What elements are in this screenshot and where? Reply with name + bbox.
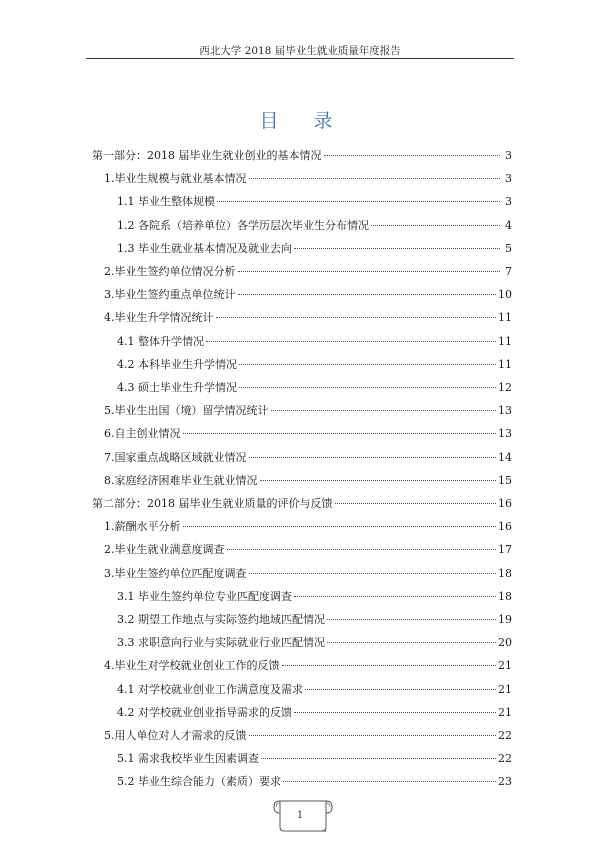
- toc-entry[interactable]: [117, 773, 512, 791]
- toc-entry-label: 1.3 毕业生就业基本情况及就业去向: [117, 241, 292, 255]
- toc-entry[interactable]: [92, 495, 512, 513]
- toc-entry-label: 4.2 对学校就业创业指导需求的反馈: [117, 705, 292, 719]
- toc-leader-dots: [305, 689, 496, 690]
- toc-entry[interactable]: [117, 611, 512, 629]
- toc-entry-page: 23: [498, 775, 512, 789]
- toc-entry-label: 4.3 硕士毕业生升学情况: [117, 381, 237, 394]
- toc-entry-page: 12: [498, 381, 512, 394]
- toc-entry[interactable]: [104, 263, 512, 281]
- toc-entry[interactable]: [104, 657, 512, 675]
- toc-leader-dots: [249, 573, 497, 574]
- toc-leader-dots: [183, 526, 497, 527]
- toc-entry-page: 3: [505, 149, 512, 162]
- toc-entry-page: 11: [498, 334, 512, 348]
- toc-leader-dots: [217, 201, 500, 202]
- toc-leader-dots: [238, 294, 497, 295]
- toc-leader-dots: [294, 712, 496, 713]
- toc-entry[interactable]: [117, 240, 512, 258]
- toc-entry-page: 22: [498, 729, 512, 742]
- toc-entry-label: 8.家庭经济困难毕业生就业情况: [104, 473, 258, 487]
- toc-entry-label: 3.1 毕业生签约单位专业匹配度调查: [117, 589, 292, 603]
- toc-entry-page: 11: [498, 311, 512, 325]
- toc-entry-label: 6.自主创业情况: [104, 427, 181, 441]
- toc-leader-dots: [239, 387, 496, 388]
- page-number: 1: [296, 810, 304, 821]
- toc-entry-label: 4.1 对学校就业创业工作满意度及需求: [117, 682, 303, 696]
- toc-entry-label: 2.毕业生就业满意度调查: [104, 543, 225, 557]
- toc-entry-page: 16: [498, 497, 512, 510]
- running-header: 西北大学 2018 届毕业生就业质量年度报告: [199, 45, 401, 57]
- toc-entry[interactable]: [104, 309, 512, 327]
- toc-leader-dots: [216, 317, 497, 318]
- toc-entry-page: 19: [498, 613, 512, 626]
- toc-entry-page: 21: [498, 682, 512, 696]
- toc-entry-label: 3.毕业生签约重点单位统计: [104, 288, 236, 302]
- toc-entry-page: 21: [498, 659, 512, 673]
- toc-leader-dots: [324, 155, 501, 156]
- toc-entry[interactable]: [117, 379, 512, 397]
- toc-leader-dots: [249, 457, 497, 458]
- toc-entry[interactable]: [104, 472, 512, 490]
- toc-entry-page: 5: [505, 241, 512, 255]
- toc-entry-label: 1.薪酬水平分析: [104, 520, 181, 534]
- toc-entry[interactable]: [92, 147, 512, 165]
- toc-entry-page: 15: [498, 473, 512, 487]
- toc-entry-page: 18: [498, 589, 512, 603]
- toc-entry-label: 4.毕业生对学校就业创业工作的反馈: [104, 659, 280, 673]
- toc-entry[interactable]: [104, 449, 512, 467]
- toc-entry[interactable]: [117, 356, 512, 374]
- toc-leader-dots: [249, 735, 497, 736]
- toc-entry[interactable]: [104, 286, 512, 304]
- toc-leader-dots: [294, 248, 500, 249]
- toc-entry-label: 4.2 本科毕业生升学情况: [117, 357, 237, 371]
- toc-entry-label: 3.2 期望工作地点与实际签约地域匹配情况: [117, 613, 325, 626]
- toc-entry[interactable]: [104, 541, 512, 559]
- toc-entry[interactable]: [104, 170, 512, 188]
- toc-entry-page: 22: [498, 752, 512, 766]
- toc-entry-label: 2.毕业生签约单位情况分析: [104, 265, 236, 278]
- toc-leader-dots: [183, 433, 497, 434]
- toc-entry-page: 7: [505, 265, 512, 278]
- toc-entry-page: 14: [498, 450, 512, 464]
- toc-entry-page: 11: [498, 357, 512, 371]
- toc-entry[interactable]: [117, 193, 512, 211]
- toc-entry-label: 5.2 毕业生综合能力（素质）要求: [117, 775, 281, 789]
- toc-entry-page: 3: [505, 195, 512, 209]
- toc-leader-dots: [271, 410, 497, 411]
- toc-entry-page: 10: [498, 288, 512, 302]
- toc-leader-dots: [227, 549, 497, 550]
- toc-leader-dots: [261, 758, 496, 759]
- toc-entry-page: 21: [498, 705, 512, 719]
- toc-leader-dots: [371, 225, 500, 226]
- toc-entry-label: 第二部分：2018 届毕业生就业质量的评价与反馈: [92, 497, 333, 510]
- toc-entry-label: 4.1 整体升学情况: [117, 334, 204, 348]
- toc-entry[interactable]: [104, 402, 512, 420]
- toc-entry-label: 1.毕业生规模与就业基本情况: [104, 172, 247, 186]
- toc-leader-dots: [238, 271, 501, 272]
- toc-entry[interactable]: [104, 518, 512, 536]
- toc-entry-page: 20: [498, 636, 512, 650]
- toc-entry[interactable]: [117, 750, 512, 768]
- toc-leader-dots: [206, 341, 496, 342]
- toc-entry[interactable]: [117, 704, 512, 722]
- toc-entry[interactable]: [117, 333, 512, 351]
- toc-entry-page: 13: [498, 427, 512, 441]
- toc-entry[interactable]: [117, 634, 512, 652]
- toc-entry-page: 17: [498, 543, 512, 557]
- toc-leader-dots: [294, 596, 496, 597]
- toc-entry-label: 5.1 需求我校毕业生因素调查: [117, 752, 259, 766]
- toc-leader-dots: [249, 178, 501, 179]
- toc-entry-label: 第一部分：2018 届毕业生就业创业的基本情况: [92, 149, 322, 162]
- toc-entry-page: 16: [498, 520, 512, 534]
- toc-leader-dots: [260, 480, 497, 481]
- toc-entry-page: 13: [498, 404, 512, 418]
- page-title: 目 录: [259, 110, 341, 132]
- toc-entry-label: 5.毕业生出国（境）留学情况统计: [104, 404, 269, 418]
- toc-entry-label: 3.毕业生签约单位匹配度调查: [104, 566, 247, 580]
- toc-entry[interactable]: [117, 217, 512, 235]
- toc-leader-dots: [282, 665, 497, 666]
- toc-entry[interactable]: [117, 588, 512, 606]
- toc-leader-dots: [327, 619, 496, 620]
- toc-entry-page: 3: [505, 172, 512, 186]
- toc-entry-label: 3.3 求职意向行业与实际就业行业匹配情况: [117, 636, 325, 650]
- toc-entry-page: 18: [498, 566, 512, 580]
- toc-entry-page: 4: [505, 218, 512, 232]
- toc-leader-dots: [327, 642, 496, 643]
- toc-leader-dots: [283, 781, 496, 782]
- toc-entry[interactable]: [104, 425, 512, 443]
- toc-entry-label: 1.2 各院系（培养单位）各学历层次毕业生分布情况: [117, 218, 369, 232]
- toc-entry-label: 7.国家重点战略区域就业情况: [104, 450, 247, 464]
- toc-entry-label: 5.用人单位对人才需求的反馈: [104, 729, 247, 742]
- toc-leader-dots: [239, 364, 496, 365]
- header-divider: [86, 58, 514, 59]
- toc-entry[interactable]: [104, 565, 512, 583]
- toc-entry[interactable]: [117, 681, 512, 699]
- toc-leader-dots: [335, 503, 497, 504]
- toc-entry[interactable]: [104, 727, 512, 745]
- toc-entry-label: 4.毕业生升学情况统计: [104, 311, 214, 325]
- toc-entry-label: 1.1 毕业生整体规模: [117, 195, 215, 209]
